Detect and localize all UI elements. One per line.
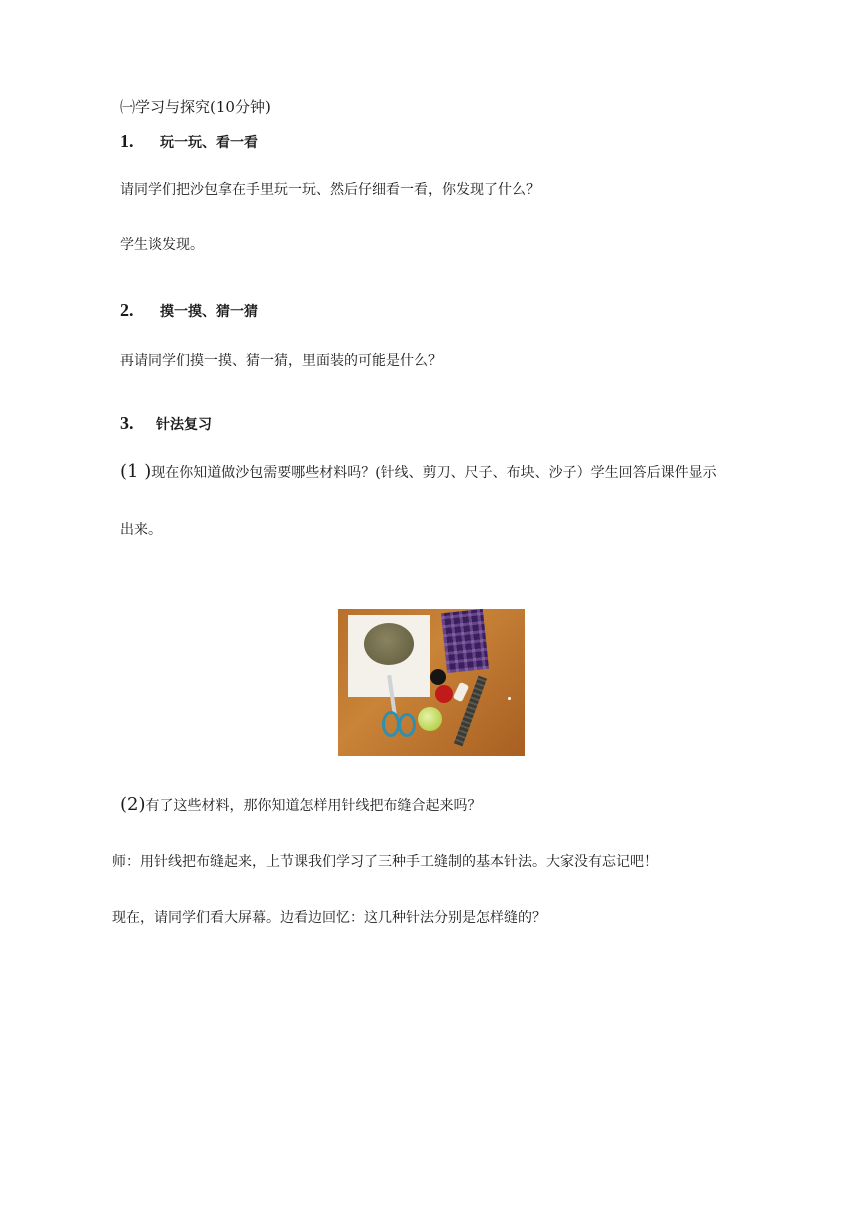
photo-needle-case xyxy=(418,707,442,731)
item-3-heading xyxy=(120,413,212,435)
item-1-heading xyxy=(120,131,258,153)
photo-red-thread xyxy=(435,685,453,703)
item-1-number: 1. xyxy=(120,131,134,151)
photo-cloth xyxy=(441,609,489,673)
item-2-number: 2. xyxy=(120,300,134,320)
teacher-line-1: 师：用针线把布缝起来，上节课我们学习了三种手工缝制的基本针法。大家没有忘记吧！ xyxy=(112,854,658,870)
materials-photo xyxy=(338,609,525,756)
photo-sand xyxy=(364,623,414,665)
item-1-title: 玩一玩、看一看 xyxy=(160,135,258,151)
item-3-sub-2-marker: (2) xyxy=(120,794,146,815)
item-1-paragraph-1: 请同学们把沙包拿在手里玩一玩、然后仔细看一看，你发现了什么？ xyxy=(120,182,540,198)
item-2-title: 摸一摸、猜一猜 xyxy=(160,304,258,320)
item-3-sub-2-text: 有了这些材料，那你知道怎样用针线把布缝合起来吗？ xyxy=(145,798,482,814)
item-2-paragraph-1: 再请同学们摸一摸、猜一猜，里面装的可能是什么？ xyxy=(120,353,442,369)
item-3-sub-1-line-2: 出来。 xyxy=(120,522,162,538)
item-3-sub-2-line xyxy=(120,796,482,815)
item-3-sub-1-marker: (1 ) xyxy=(120,461,152,482)
item-3-sub-1-text: 现在你知道做沙包需要哪些材料吗？(针线、剪刀、尺子、布块、沙子）学生回答后课件显示 xyxy=(151,465,717,481)
item-3-sub-1-line-1 xyxy=(120,463,717,482)
photo-pin xyxy=(508,697,511,700)
item-3-title: 针法复习 xyxy=(156,417,212,433)
photo-white-thread xyxy=(453,682,470,703)
item-1-paragraph-2: 学生谈发现。 xyxy=(120,237,204,253)
photo-scissors-handle-2 xyxy=(398,713,416,737)
teacher-line-2: 现在，请同学们看大屏幕。边看边回忆：这几种针法分别是怎样缝的？ xyxy=(112,910,546,926)
item-2-heading xyxy=(120,300,258,322)
photo-black-thread xyxy=(430,669,446,685)
section-title: ㈠学习与探究(10分钟) xyxy=(120,98,271,116)
item-3-number: 3. xyxy=(120,413,134,433)
